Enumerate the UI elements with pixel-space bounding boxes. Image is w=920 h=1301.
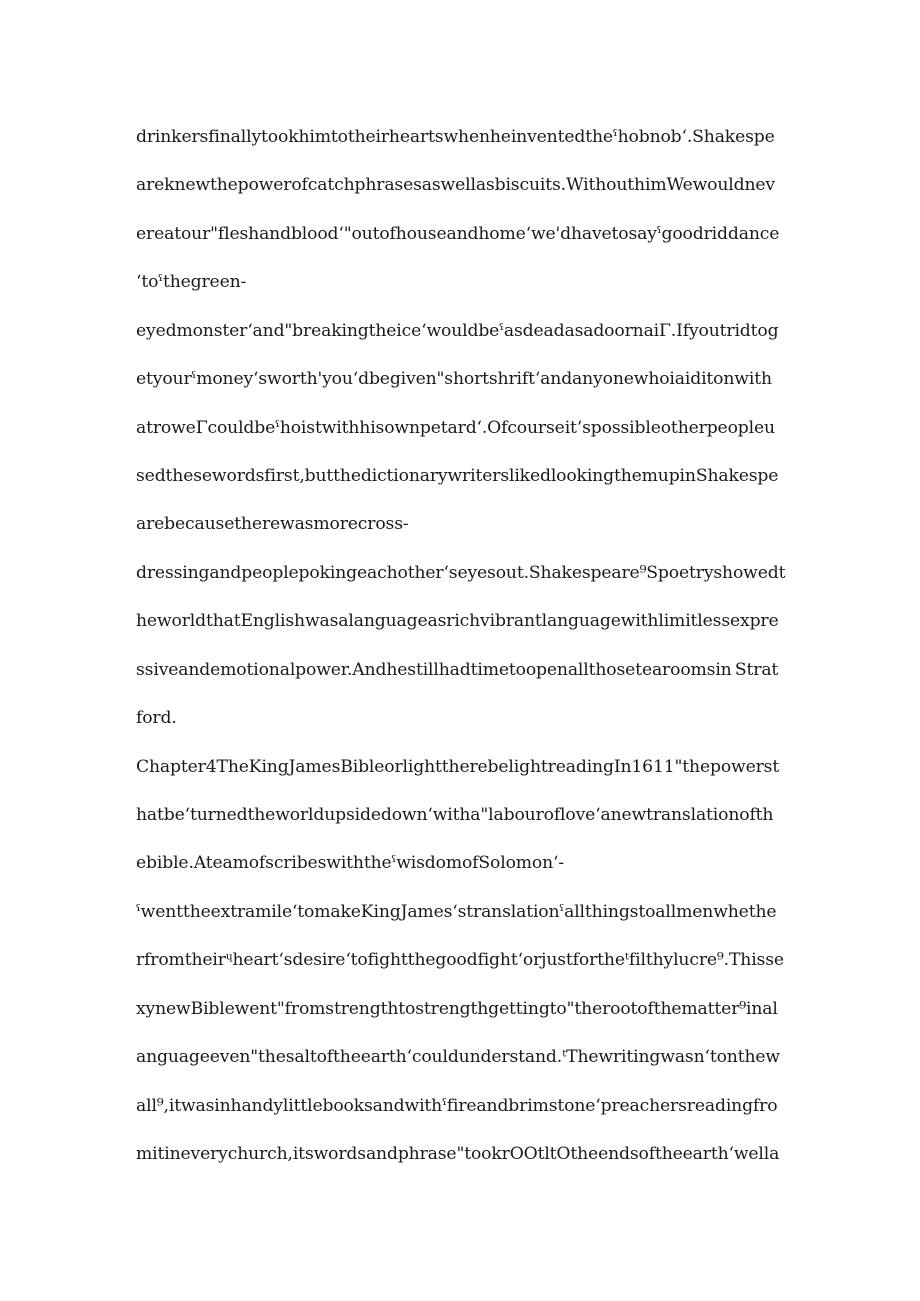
text-line-17: ˁwenttheextramileʻtomakeKingJamesʻstranslationˁallthingstoallmenwhethe <box>136 902 777 922</box>
text-line-19: xynewBiblewent"fromstrengthtostrengthgettingto"therootofthematter⁹inal <box>136 999 778 1019</box>
text-line-22: mitineverychurch,itswordsandphrase"tookrOOtltOtheendsoftheearthʻwella <box>136 1144 780 1164</box>
text-line-15: hatbeʻturnedtheworldupsidedownʻwitha"labourofloveʻanewtranslationofth <box>136 805 774 825</box>
text-line-10: dressingandpeoplepokingeachotherʻseyesout.Shakespeare⁹Spoetryshowedt <box>136 563 786 583</box>
text-line-5: eyedmonsterʻand"breakingtheiceʻwouldbeˁasdeadasadoornaiΓ.Ifyoutridtog <box>136 321 779 341</box>
text-line-13: ford. <box>136 708 177 728</box>
text-line-2: areknewthepowerofcatchphrasesaswellasbiscuits.WithouthimWewouldnev <box>136 175 775 195</box>
text-line-3: ereatour"fleshandbloodʻ"outofhouseandhomeʻwe'dhavetosayˁgoodriddance <box>136 224 780 244</box>
text-line-6: etyourˁmoneyʻsworth'youʻdbegiven"shortshriftʻandanyonewhoiaiditonwith <box>136 369 772 389</box>
text-line-20: anguageeven"thesaltoftheearthʻcouldunderstand.ᵗThewritingwasnʻtonthew <box>136 1047 780 1067</box>
text-line-7: atroweΓcouldbeˁhoistwithhisownpetardʻ.Ofcourseitʻspossibleotherpeopleu <box>136 418 775 438</box>
text-line-21: all⁹,itwasinhandylittlebooksandwithˁfireandbrimstoneʻpreachersreadingfro <box>136 1096 778 1116</box>
text-line-18: rfromtheirᶣheartʻsdesireʻtofightthegoodfightʻorjustfortheᵗfilthylucre⁹.Thisse <box>136 950 784 970</box>
text-line-1: drinkersfinallytookhimtotheirheartswhenheinventedtheˁhobnobʻ.Shakespe <box>136 127 775 147</box>
text-line-8: sedthesewordsfirst,butthedictionarywriterslikedlookingthemupinShakespe <box>136 466 779 486</box>
text-line-16: ebible.AteamofscribeswiththeˁwisdomofSolomonʻ- <box>136 853 564 873</box>
text-line-4: ʻtoˁthegreen- <box>136 272 247 292</box>
text-line-14: Chapter4TheKingJamesBibleorlighttherebelightreadingIn1611"thepowerst <box>136 757 780 777</box>
text-line-12: ssiveandemotionalpower.Andhestillhadtimetoopenallthosetearoomsin Strat <box>136 660 779 680</box>
text-line-9: arebecausetherewasmorecross- <box>136 514 409 534</box>
text-line-11: heworldthatEnglishwasalanguageasrichvibrantlanguagewithlimitlessexpre <box>136 611 779 631</box>
